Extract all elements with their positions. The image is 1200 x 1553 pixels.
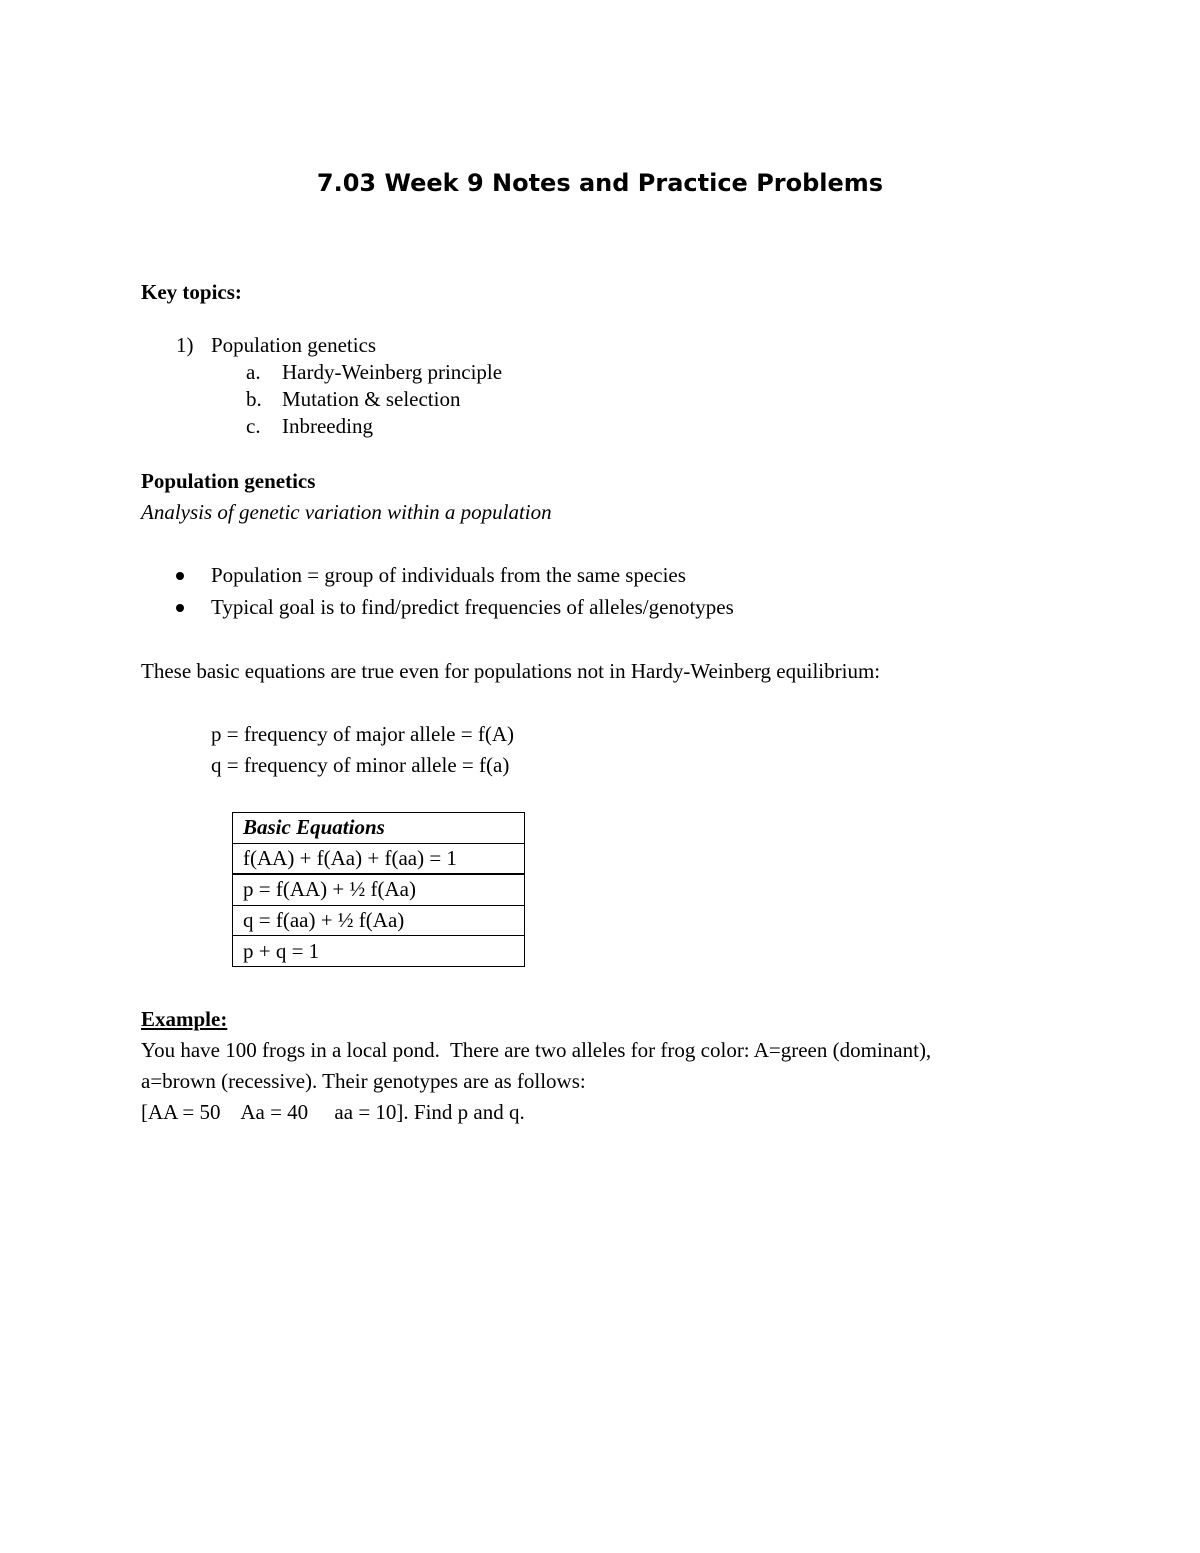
subtopic-label: Inbreeding (282, 414, 373, 438)
subtopic-letter: b. (246, 387, 262, 411)
table-cell: p + q = 1 (233, 936, 525, 967)
table-cell: f(AA) + f(Aa) + f(aa) = 1 (233, 843, 525, 874)
subtopic-label: Mutation & selection (282, 387, 461, 411)
example-line: You have 100 frogs in a local pond. There are two alleles for frog color: A=green (dominant), (141, 1038, 932, 1062)
topic-label: Population genetics (211, 333, 377, 357)
example-line: a=brown (recessive). Their genotypes are as follows: (141, 1069, 586, 1093)
basic-equations-table (232, 812, 525, 967)
definition-q: q = frequency of minor allele = f(a) (211, 753, 510, 777)
equations-intro: These basic equations are true even for populations not in Hardy-Weinberg equilibrium: (141, 659, 881, 683)
table-header: Basic Equations (233, 813, 525, 844)
example-line: [AA = 50 Aa = 40 aa = 10]. Find p and q. (141, 1100, 525, 1124)
key-topics-heading: Key topics: (141, 280, 242, 304)
table-row (233, 936, 525, 967)
table-row (233, 905, 525, 936)
subtopic-label: Hardy-Weinberg principle (282, 360, 503, 384)
table-row (233, 874, 525, 905)
section-subtitle: Analysis of genetic variation within a population (141, 500, 552, 524)
table-cell: p = f(AA) + ½ f(Aa) (233, 874, 525, 905)
topic-number: 1) (176, 333, 194, 357)
page-title: 7.03 Week 9 Notes and Practice Problems (316, 169, 884, 197)
subtopic-letter: a. (246, 360, 261, 384)
table-header-row (233, 813, 525, 844)
bullet-item: Typical goal is to find/predict frequencies of alleles/genotypes (211, 595, 734, 619)
table-row (233, 843, 525, 874)
bullet-icon (176, 572, 184, 580)
section-heading: Population genetics (141, 469, 316, 493)
definition-p: p = frequency of major allele = f(A) (211, 722, 514, 746)
subtopic-letter: c. (246, 414, 261, 438)
example-heading: Example: (141, 1007, 228, 1031)
table-cell: q = f(aa) + ½ f(Aa) (233, 905, 525, 936)
bullet-icon (176, 604, 184, 612)
bullet-item: Population = group of individuals from the same species (211, 563, 686, 587)
